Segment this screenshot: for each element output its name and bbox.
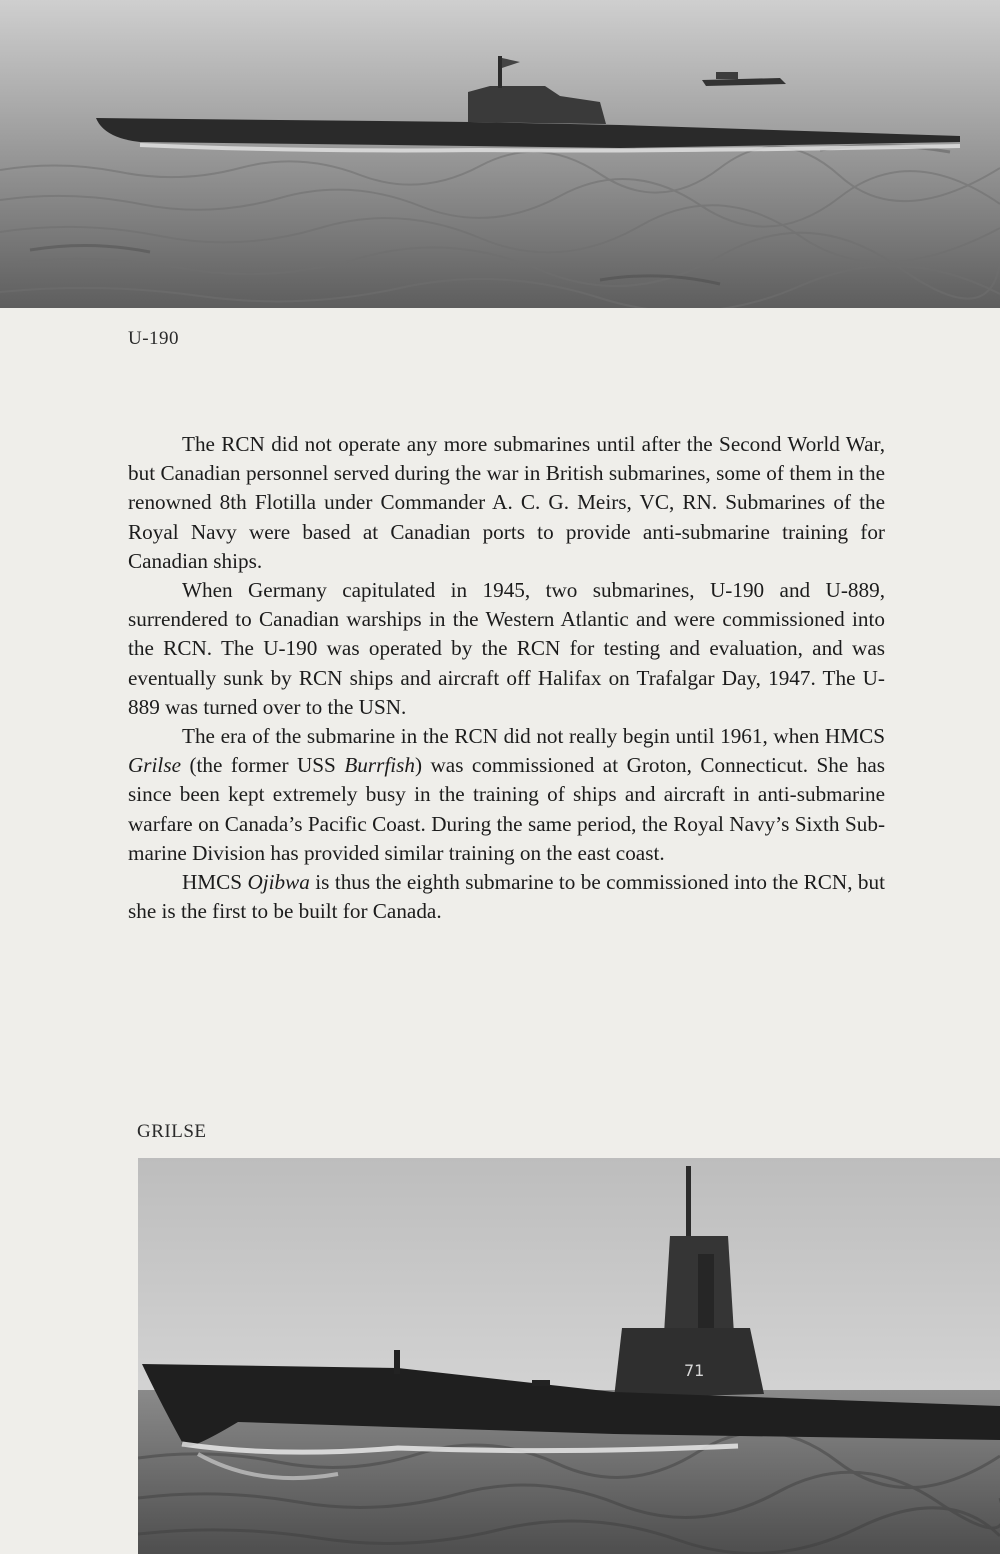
- ship-name-ojibwa: Ojibwa: [247, 870, 310, 895]
- paragraph-3-text-a: The era of the submarine in the RCN did not really begin until 1961, when HMCS: [182, 724, 885, 749]
- hull-number: 71: [684, 1361, 705, 1380]
- paragraph-4: [128, 868, 885, 926]
- paragraph-3: [128, 722, 885, 868]
- paragraph-2: When Germany capitulated in 1945, two submarines, U-190 and U-889, surrendered to Canadian warships in the Western Atlantic and were commissioned into the RCN. The U-190 was operated by the RCN for testing and evaluation, and was eventually sunk by RCN ships and aircraft off Halifax on Trafalgar Day, 1947. The U-889 was turned over to the USN.: [128, 578, 885, 719]
- paragraph-1: The RCN did not operate any more submarines until after the Second World War, but Canadian personnel served during the war in British submarines, some of them in the renowned 8th Flotilla under Commander A. C. G. Meirs, VC, RN. Submarines of the Royal Navy were based at Canadian ports to provide anti-submarine training for Canadian ships.: [128, 432, 885, 573]
- paragraph-4-text-a: HMCS: [182, 870, 248, 895]
- photo-grilse: [138, 1158, 1000, 1554]
- paragraph-3-text-e: ) was commissioned at Groton, Connecticut. She has since been kept extremely busy in the training of ships and aircraft in anti-submarine warfare on Canada’s Pacific Coast. During the same period, the Royal Navy’s Sixth Submarine Division has provided similar training on the east coast.: [128, 753, 886, 865]
- article-body: [128, 430, 885, 926]
- paragraph-3-text-c: (the former USS: [180, 753, 345, 778]
- caption-grilse: GRILSE: [137, 1121, 207, 1142]
- ship-name-burrfish: Burrfish: [344, 753, 415, 778]
- ship-name-grilse: Grilse: [128, 753, 181, 778]
- u190-image: [0, 0, 1000, 308]
- photo-u190: [0, 0, 1000, 308]
- caption-u190: U-190: [128, 328, 180, 349]
- grilse-image: [138, 1158, 1000, 1554]
- paragraph-4-text-c: is thus the eighth submarine to be commissioned into the RCN, but she is the first to be built for Canada.: [128, 870, 885, 924]
